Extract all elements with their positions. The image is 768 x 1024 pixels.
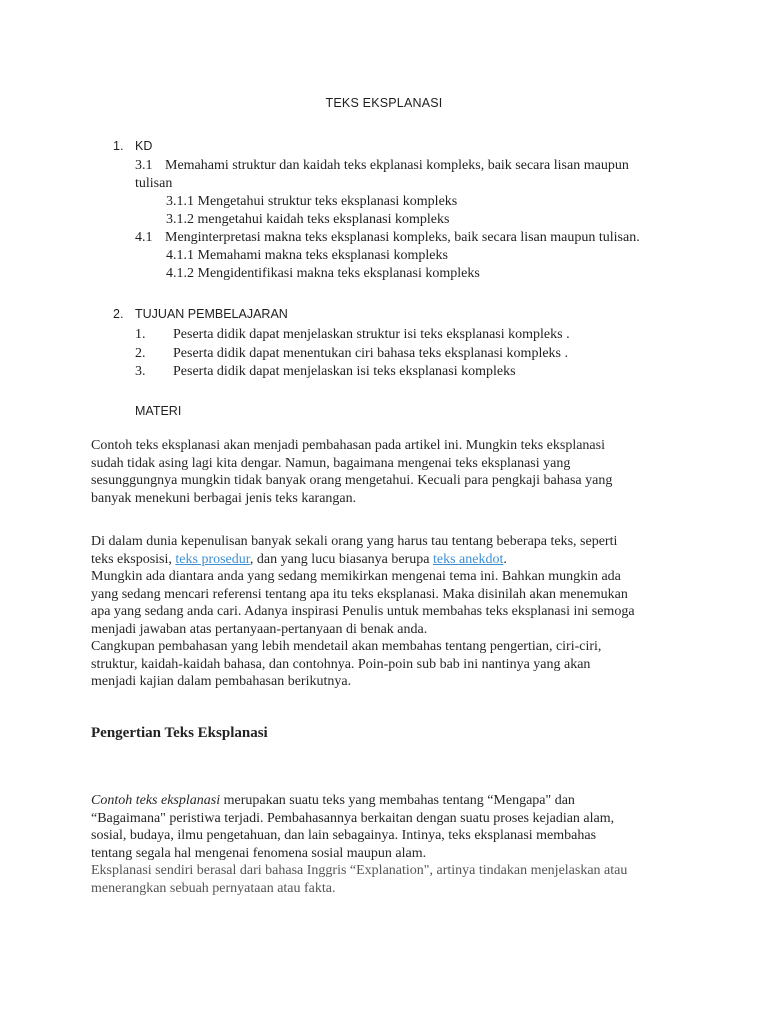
paragraph-line: banyak menekuni berbagai jenis teks karangan. (91, 490, 357, 506)
objective-text: Peserta didik dapat menjelaskan isi teks eksplanasi kompleks (173, 364, 516, 379)
objective-number: 3. (135, 364, 146, 379)
section-title: TUJUAN PEMBELAJARAN (135, 307, 288, 321)
kd-sub-3-1-1: 3.1.1 Mengetahui struktur teks eksplanasi kompleks (166, 194, 458, 209)
paragraph-line: menjadi jawaban atas pertanyaan-pertanyaan di benak anda. (91, 621, 428, 637)
paragraph-line: Eksplanasi sendiri berasal dari bahasa Inggris “Explanation", artinya tindakan menjelaskan atau (91, 863, 628, 878)
document-title: TEKS EKSPLANASI (325, 96, 443, 110)
paragraph-line: yang sedang mencari referensi tentang apa itu teks eksplanasi. Maka disinilah akan menemukan (91, 586, 628, 602)
paragraph-line: “Bagaimana" peristiwa terjadi. Pembahasannya berkaitan dengan suatu proses kejadian alam, (91, 810, 615, 826)
paragraph-line: Contoh teks eksplanasi akan menjadi pembahasan pada artikel ini. Mungkin teks eksplanasi (91, 438, 605, 453)
definition-paragraph (91, 792, 671, 897)
text-segment: , dan yang lucu biasanya berupa (249, 551, 433, 567)
kd-sub-4-1-1: 4.1.1 Memahami makna teks eksplanasi kompleks (166, 248, 448, 263)
paragraph-line: apa yang sedang anda cari. Adanya inspirasi Penulis untuk membahas teks eksplanasi ini semoga (91, 604, 635, 619)
intro-paragraph (91, 437, 671, 507)
paragraph-line: struktur, kaidah-kaidah bahasa, dan contohnya. Poin-poin sub bab ini nantinya yang akan (91, 656, 591, 672)
section-kd-heading (113, 139, 152, 153)
materi-heading: MATERI (135, 404, 182, 418)
paragraph-line: sudah tidak asing lagi kita dengar. Namun, bagaimana mengenai teks eksplanasi yang (91, 455, 571, 471)
context-paragraph (91, 533, 671, 691)
kd-sub-4-1-2: 4.1.2 Mengidentifikasi makna teks eksplanasi kompleks (166, 266, 480, 281)
kd-item-4-1 (135, 229, 640, 247)
objective-number: 2. (135, 346, 146, 361)
text-segment: merupakan suatu teks yang membahas tentang “Mengapa" dan (220, 793, 575, 808)
section-number: 1. (113, 139, 124, 153)
kd-item-3-1 (135, 157, 629, 175)
section-number: 2. (113, 307, 124, 321)
text-segment: teks eksposisi, (91, 551, 176, 567)
objective-item (135, 345, 568, 363)
paragraph-line: Cangkupan pembahasan yang lebih mendetail akan membahas tentang pengertian, ciri-ciri, (91, 639, 602, 654)
paragraph-line: sesunggungnya mungkin tidak banyak orang mengetahui. Kecuali para pengkaji bahasa yang (91, 473, 613, 488)
kd-text: Memahami struktur dan kaidah teks ekplanasi kompleks, baik secara lisan maupun (165, 158, 629, 173)
text-segment: . (503, 551, 507, 567)
paragraph-line: sosial, budaya, ilmu pengetahuan, dan lain sebagainya. Intinya, teks eksplanasi membahas (91, 828, 597, 843)
objective-text: Peserta didik dapat menentukan ciri bahasa teks eksplanasi kompleks . (173, 346, 569, 361)
link-teks-anekdot[interactable]: teks anekdot (432, 551, 504, 567)
paragraph-line: menjadi kajian dalam pembahasan berikutnya. (91, 674, 352, 689)
objective-text: Peserta didik dapat menjelaskan struktur isi teks eksplanasi kompleks . (173, 327, 570, 342)
paragraph-line: Di dalam dunia kepenulisan banyak sekali orang yang harus tau tentang beberapa teks, seperti (91, 534, 618, 549)
subheading-pengertian: Pengertian Teks Eksplanasi (91, 725, 268, 741)
kd-text: Menginterpretasi makna teks eksplanasi kompleks, baik secara lisan maupun tulisan. (165, 230, 640, 245)
section-tujuan-heading (113, 307, 288, 321)
paragraph-line: Mungkin ada diantara anda yang sedang memikirkan mengenai tema ini. Bahkan mungkin ada (91, 569, 621, 584)
kd-item-3-1-cont: tulisan (135, 176, 173, 191)
paragraph-line-with-links (91, 551, 671, 569)
paragraph-line: tentang segala hal mengenai fenomena sosial maupun alam. (91, 845, 427, 861)
paragraph-line: menerangkan sebuah pernyataan atau fakta. (91, 880, 336, 896)
italic-lead: Contoh teks eksplanasi (91, 793, 221, 808)
section-title: KD (135, 139, 153, 153)
kd-code: 4.1 (135, 230, 153, 245)
objective-item (135, 326, 570, 344)
objective-item (135, 363, 516, 381)
objective-number: 1. (135, 327, 146, 342)
link-teks-prosedur[interactable]: teks prosedur (175, 551, 250, 567)
paragraph-line (91, 792, 671, 810)
kd-code: 3.1 (135, 158, 153, 173)
kd-sub-3-1-2: 3.1.2 mengetahui kaidah teks eksplanasi kompleks (166, 212, 450, 227)
